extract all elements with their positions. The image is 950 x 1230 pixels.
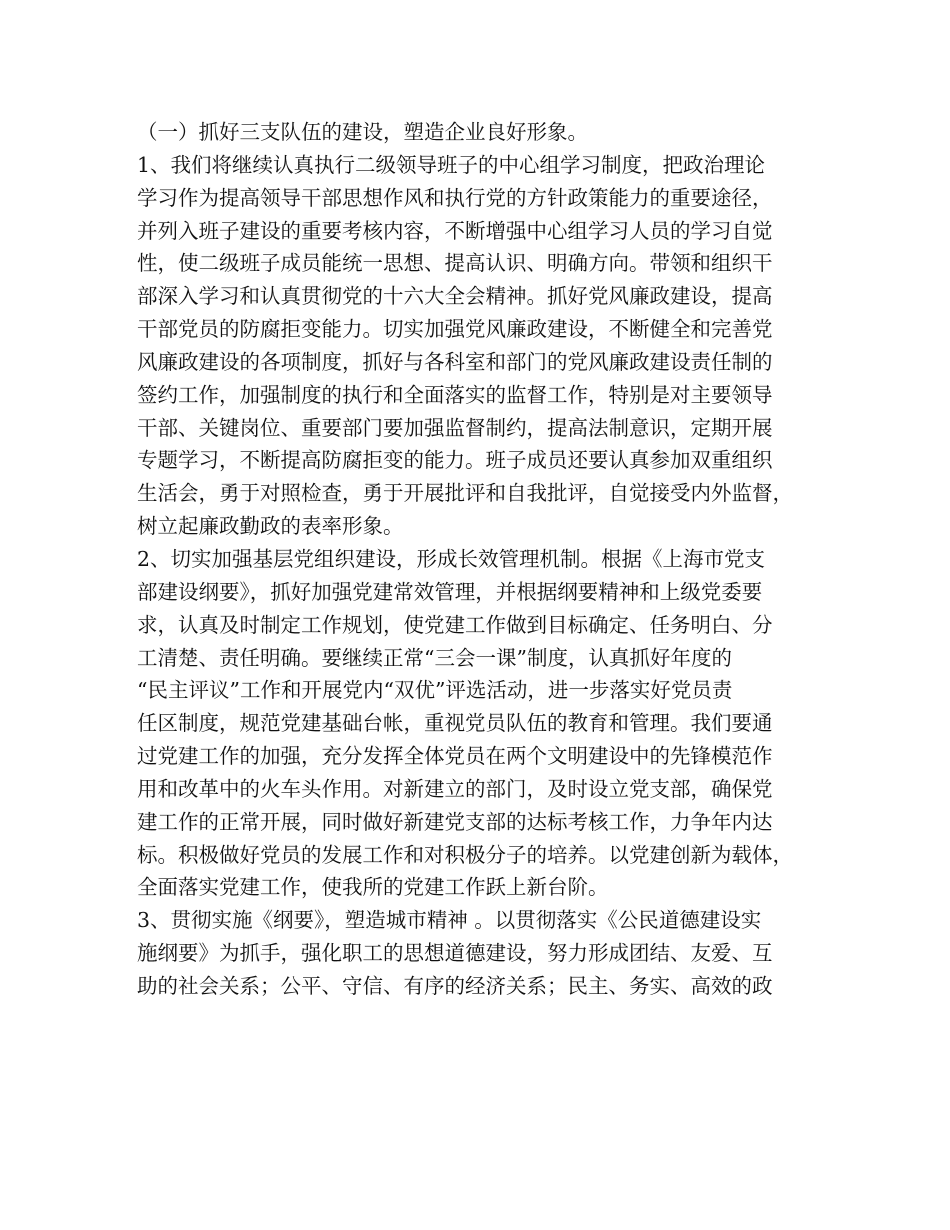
text-line: 部建设纲要》，抓好加强党建常效管理，并根据纲要精神和上级党委要: [137, 579, 763, 604]
text-line: 助的社会关系；公平、守信、有序的经济关系；民主、务实、高效的政: [137, 973, 773, 998]
text-line: 施纲要》为抓手，强化职工的思想道德建设，努力形成团结、友爱、互: [137, 941, 773, 966]
text-line: 干部、关键岗位、重要部门要加强监督制约，提高法制意识，定期开展: [137, 415, 773, 440]
text-line: 2、切实加强基层党组织建设，形成长效管理机制。根据《上海市党支: [137, 546, 766, 571]
text-line: 任区制度，规范党建基础台帐，重视党员队伍的教育和管理。我们要通: [137, 711, 773, 736]
text-line: 风廉政建设的各项制度，抓好与各科室和部门的党风廉政建设责任制的: [137, 349, 773, 374]
text-line: 性，使二级班子成员能统一思想、提高认识、明确方向。带领和组织干: [137, 251, 773, 276]
text-line: 学习作为提高领导干部思想作风和执行党的方针政策能力的重要途径，: [137, 185, 773, 210]
text-line: 并列入班子建设的重要考核内容，不断增强中心组学习人员的学习自觉: [137, 218, 773, 243]
text-line: 专题学习，不断提高防腐拒变的能力。班子成员还要认真参加双重组织: [137, 448, 773, 473]
text-line: 3、贯彻实施《纲要》，塑造城市精神 。以贯彻落实《公民道德建设实: [137, 908, 762, 933]
text-line: 建工作的正常开展，同时做好新建党支部的达标考核工作，力争年内达: [137, 809, 773, 834]
text-line: 求，认真及时制定工作规划，使党建工作做到目标确定、任务明白、分: [137, 612, 773, 637]
text-line: 标。积极做好党员的发展工作和对积极分子的培养。以党建创新为载体，: [137, 842, 793, 867]
text-line: 工清楚、责任明确。要继续正常“三会一课”制度，认真抓好年度的: [137, 645, 732, 670]
heading-line: （一）抓好三支队伍的建设，塑造企业良好形象。: [137, 120, 588, 144]
text-line: “民主评议”工作和开展党内“双优”评选活动，进一步落实好党员责: [137, 678, 733, 703]
text-line: 全面落实党建工作，使我所的党建工作跃上新台阶。: [137, 875, 609, 900]
text-line: 干部党员的防腐拒变能力。切实加强党风廉政建设，不断健全和完善党: [137, 317, 773, 342]
text-line: 树立起廉政勤政的表率形象。: [137, 514, 404, 539]
text-line: 1、我们将继续认真执行二级领导班子的中心组学习制度，把政治理论: [137, 152, 766, 177]
text-line: 生活会，勇于对照检查，勇于开展批评和自我批评，自觉接受内外监督，: [137, 481, 793, 506]
text-line: 部深入学习和认真贯彻党的十六大全会精神。抓好党风廉政建设，提高: [137, 284, 773, 309]
text-line: 签约工作，加强制度的执行和全面落实的监督工作，特别是对主要领导: [137, 382, 773, 407]
text-line: 过党建工作的加强，充分发挥全体党员在两个文明建设中的先锋模范作: [137, 744, 773, 769]
document-body: [137, 116, 827, 1003]
text-line: 用和改革中的火车头作用。对新建立的部门，及时设立党支部，确保党: [137, 776, 773, 801]
